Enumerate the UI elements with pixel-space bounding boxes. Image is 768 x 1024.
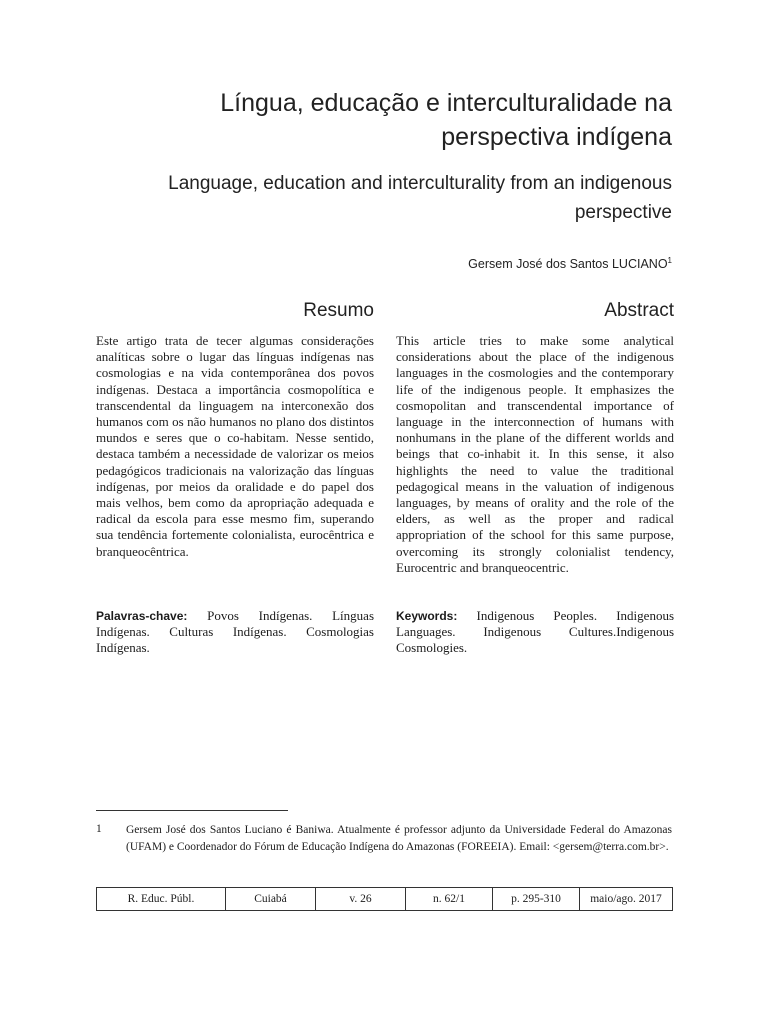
resumo-heading: Resumo — [303, 300, 374, 321]
citation-row — [97, 888, 673, 911]
citation-journal: R. Educ. Públ. — [97, 888, 226, 911]
abstract-keywords — [396, 608, 674, 657]
resumo-keywords-label: Palavras-chave: — [96, 609, 188, 623]
author-footnote-mark[interactable]: 1 — [667, 256, 672, 265]
citation-number: n. 62/1 — [406, 888, 493, 911]
abstract-keywords-label: Keywords: — [396, 609, 458, 623]
footnote-number: 1 — [96, 823, 102, 835]
citation-table — [96, 887, 673, 911]
abstract-heading: Abstract — [604, 300, 674, 321]
citation-volume: v. 26 — [316, 888, 406, 911]
resumo-keywords — [96, 608, 374, 657]
author-name: Gersem José dos Santos LUCIANO — [468, 257, 668, 271]
resumo-body: Este artigo trata de tecer algumas considerações analíticas sobre o lugar das línguas indígenas nas cosmologias e na vida contemporânea dos povos indígenas. Destaca a importância cosmopolítica e transcendental da linguagem na interconexão dos humanos com os não humanos no plano dos distintos mundos e seres que o co-habitam. Nesse sentido, destaca também a necessidade de valorizar os meios pedagógicos tradicionais na valorização das línguas indígenas, por meios da oralidade e do papel dos mais velhos, bem como da apropriação adequada e radical da escola para esse mesmo fim, superando sua tendência fortemente colonialista, eurocêntrica e branqueocêntrica. — [96, 333, 374, 559]
article-title-english: Language, education and interculturality from an indigenous perspective — [168, 173, 672, 223]
abstract-keywords-text: Indigenous Peoples. Indigenous Languages. Indigenous Cultures.Indigenous Cosmologies. — [396, 608, 675, 656]
footnote-rule — [96, 810, 288, 811]
citation-pages: p. 295-310 — [493, 888, 580, 911]
citation-city: Cuiabá — [226, 888, 316, 911]
author-line — [468, 256, 672, 271]
resumo-keywords-text: Povos Indígenas. Línguas Indígenas. Culturas Indígenas. Cosmologias Indígenas. — [96, 608, 375, 656]
footnote-text: Gersem José dos Santos Luciano é Baniwa. Atualmente é professor adjunto da Universidade Federal do Amazonas (UFAM) e Coordenador do Fórum de Educação Indígena do Amazonas (FOREEIA). Email: <gersem@terra.com.br>. — [126, 824, 672, 853]
article-title: Língua, educação e interculturalidade na perspectiva indígena — [220, 89, 672, 151]
abstract-body: This article tries to make some analytical considerations about the place of the indigenous languages in the cosmologies and the contemporary life of the indigenous people. It emphasizes the cosmopolitan and transcendental importance of language in the interconnection of humans with nonhumans in the plane of the different worlds and beings that co-inhabit it. In this sense, it also highlights the need to value the traditional pedagogical means in the valuation of indigenous languages, by means of orality and the role of the elders, as well as the proper and radical appropriation of the school for this same purpose, overcoming its strongly colonialist tendency, Eurocentric and branqueocentric. — [396, 333, 674, 575]
citation-date: maio/ago. 2017 — [580, 888, 673, 911]
